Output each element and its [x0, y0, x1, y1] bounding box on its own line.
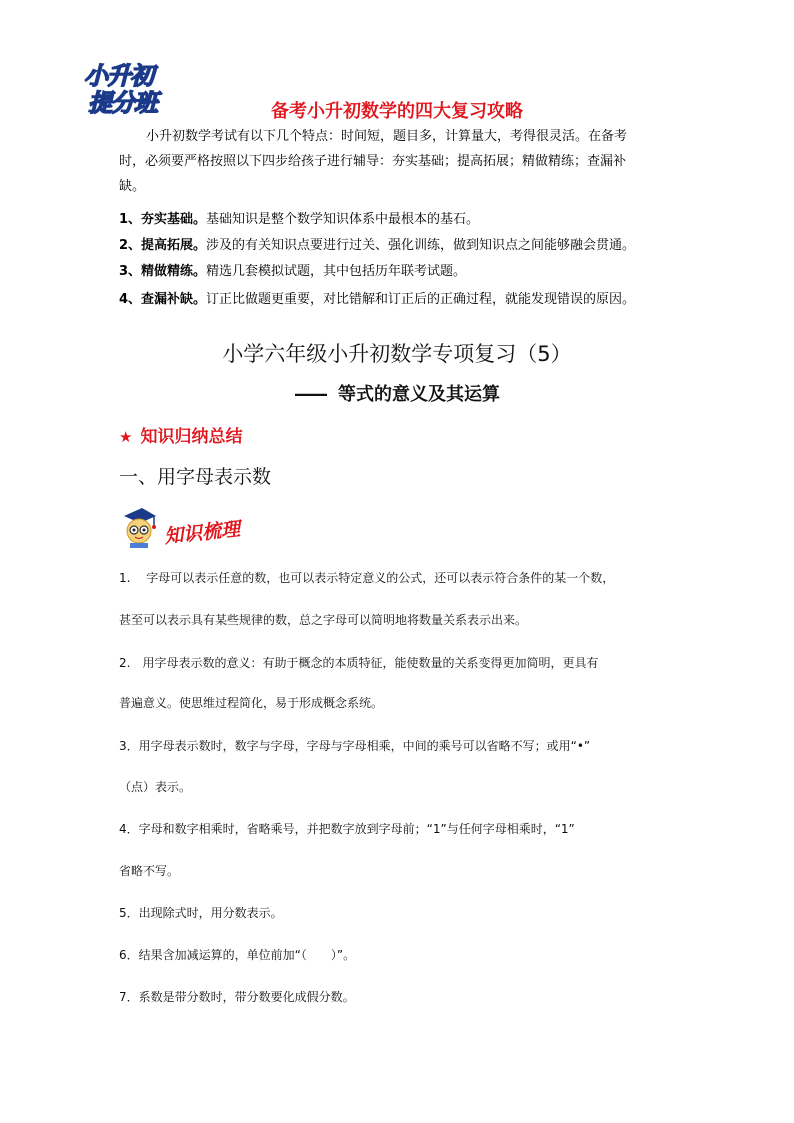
intro-line-2: 时，必须要严格按照以下四步给孩子进行辅导：夯实基础；提高拓展；精做精练；查漏补 — [119, 154, 627, 169]
main-title: 小学六年级小升初数学专项复习（5） — [222, 342, 572, 366]
strategy-text: 精选几套模拟试题，其中包括历年联考试题。 — [206, 264, 467, 279]
strategy-text: 涉及的有关知识点要进行过关、强化训练，做到知识点之间能够融会贯通。 — [206, 238, 636, 253]
list-item: 5．出现除式时，用分数表示。 — [119, 906, 283, 920]
sub-title — [0, 380, 794, 406]
strategy-label: 3、精做精练。 — [119, 264, 207, 279]
sub-title-text: 等式的意义及其运算 — [338, 384, 500, 405]
list-item: 2. 用字母表示数的意义：有助于概念的本质特征，能使数量的关系变得更加简明，更具有 — [119, 656, 599, 670]
list-item: 4．字母和数字相乘时，省略乘号，并把数字放到字母前；“1”与任何字母相乘时，“1” — [119, 822, 575, 836]
strategy-4 — [119, 290, 689, 310]
logo-line-1: 小升初 — [84, 62, 153, 90]
strategy-label: 4、查漏补缺。 — [119, 292, 207, 307]
list-item: 甚至可以表示具有某些规律的数，总之字母可以简明地将数量关系表示出来。 — [119, 613, 528, 627]
list-item: 6．结果含加减运算的，单位前加“（ ）”。 — [119, 948, 356, 962]
intro-line-3: 缺。 — [119, 179, 146, 194]
strategy-label: 1、夯实基础。 — [119, 212, 207, 227]
logo-line-2: 提分班 — [88, 89, 157, 117]
list-item: 7．系数是带分数时，带分数要化成假分数。 — [119, 990, 355, 1004]
intro-line-1: 小升初数学考试有以下几个特点：时间短，题目多，计算量大，考得很灵活。在备考 — [146, 129, 628, 144]
strategy-1 — [119, 210, 689, 230]
strategy-2 — [119, 236, 689, 256]
scholar-face-icon — [120, 506, 158, 548]
summary-heading — [119, 422, 242, 447]
knowledge-tag-label: 知识梳理 — [163, 518, 242, 548]
strategy-3 — [119, 262, 689, 282]
list-item: 普遍意义。使思维过程简化，易于形成概念系统。 — [119, 696, 384, 710]
sub-title-dash: —— — [294, 384, 326, 405]
header-title: 备考小升初数学的四大复习攻略 — [271, 101, 523, 122]
strategy-label: 2、提高拓展。 — [119, 238, 207, 253]
knowledge-tag — [120, 500, 280, 552]
star-icon: ★ — [119, 428, 133, 446]
intro-paragraph — [119, 124, 679, 199]
list-item: 3．用字母表示数时，数字与字母，字母与字母相乘，中间的乘号可以省略不写；或用“•” — [119, 739, 591, 753]
section-heading: 一、用字母表示数 — [119, 466, 272, 488]
strategy-text: 订正比做题更重要，对比错解和订正后的正确过程，就能发现错误的原因。 — [206, 292, 636, 307]
list-item: （点）表示。 — [119, 780, 192, 794]
strategy-text: 基础知识是整个数学知识体系中最根本的基石。 — [206, 212, 480, 227]
summary-heading-text: 知识归纳总结 — [140, 427, 243, 447]
list-item: 省略不写。 — [119, 864, 180, 878]
list-item: 1. 字母可以表示任意的数，也可以表示特定意义的公式，还可以表示符合条件的某一个数， — [119, 571, 615, 585]
